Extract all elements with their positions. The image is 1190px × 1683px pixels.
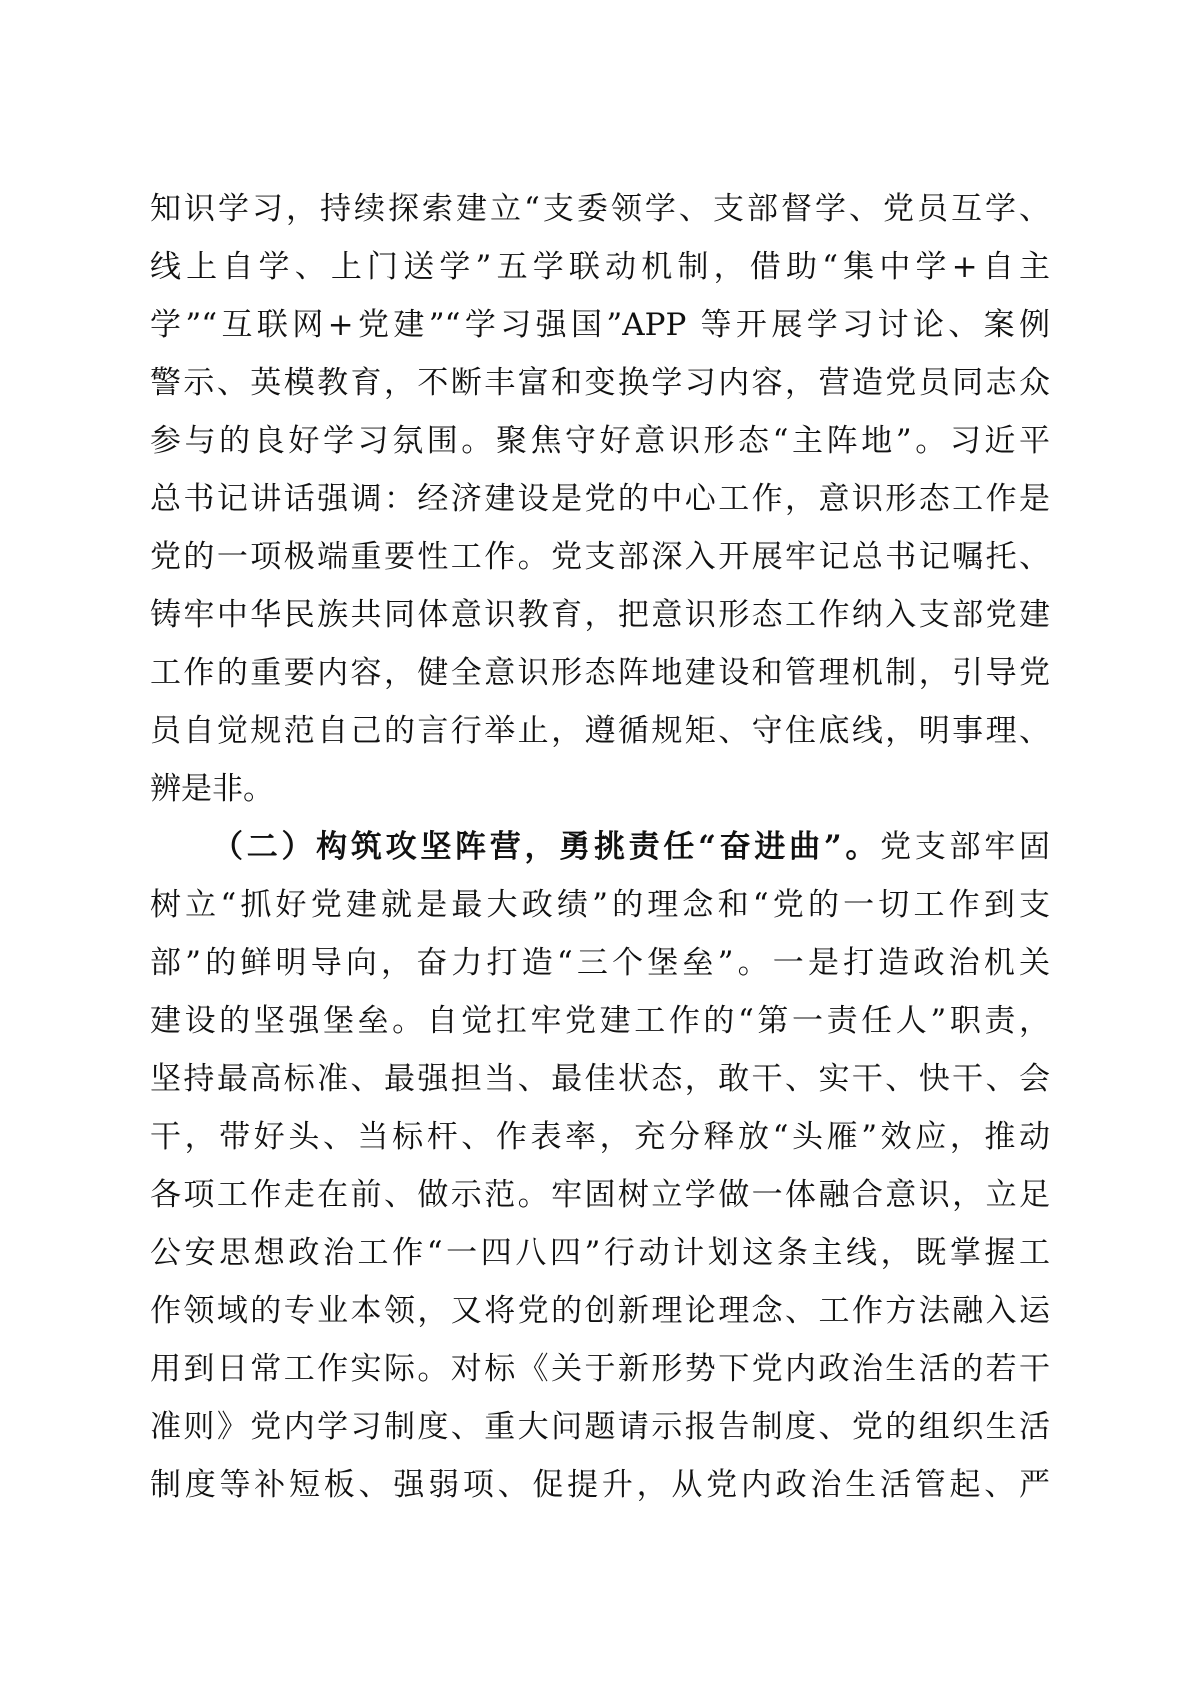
paragraph-1	[150, 180, 1050, 818]
text-line: 用到日常工作实际。对标《关于新形势下党内政治生活的若干	[150, 1351, 1050, 1387]
text-line: 树立“抓好党建就是最大政绩”的理念和“党的一切工作到支	[150, 887, 1050, 923]
paragraph-2	[150, 818, 1050, 1514]
text-line: 准则》党内学习制度、重大问题请示报告制度、党的组织生活	[150, 1409, 1050, 1445]
text-line: 辨是非。	[150, 771, 274, 807]
text-line: 制度等补短板、强弱项、促提升，从党内政治生活管起、严	[150, 1467, 1050, 1503]
text-line: 工作的重要内容，健全意识形态阵地建设和管理机制，引导党	[150, 655, 1050, 691]
text-line: 总书记讲话强调：经济建设是党的中心工作，意识形态工作是	[150, 481, 1050, 517]
text-line: 部”的鲜明导向，奋力打造“三个堡垒”。一是打造政治机关	[150, 945, 1050, 981]
text-line: 员自觉规范自己的言行举止，遵循规矩、守住底线，明事理、	[150, 713, 1050, 749]
text-line: 铸牢中华民族共同体意识教育，把意识形态工作纳入支部党建	[150, 597, 1050, 633]
paragraph-2-first-line-text: 党支部牢固	[880, 829, 1050, 865]
text-line: 参与的良好学习氛围。聚焦守好意识形态“主阵地”。习近平	[150, 423, 1050, 459]
text-line: 警示、英模教育，不断丰富和变换学习内容，营造党员同志众	[150, 365, 1050, 401]
text-line: 建设的坚强堡垒。自觉扛牢党建工作的“第一责任人”职责，	[150, 1003, 1050, 1039]
section-heading: （二）构筑攻坚阵营，勇挑责任“奋进曲”。	[212, 829, 881, 865]
text-line: 党的一项极端重要性工作。党支部深入开展牢记总书记嘱托、	[150, 539, 1050, 575]
text-line: 学”“互联网+党建”“学习强国”APP 等开展学习讨论、案例	[150, 307, 1050, 343]
text-line: 干，带好头、当标杆、作表率，充分释放“头雁”效应，推动	[150, 1119, 1050, 1155]
text-line: 作领域的专业本领，又将党的创新理论理念、工作方法融入运	[150, 1293, 1050, 1329]
text-line: 各项工作走在前、做示范。牢固树立学做一体融合意识，立足	[150, 1177, 1050, 1213]
body-text	[150, 180, 1050, 1514]
text-line: 知识学习，持续探索建立“支委领学、支部督学、党员互学、	[150, 191, 1050, 227]
paragraph-2-first-line	[150, 818, 1050, 876]
text-line: 线上自学、上门送学”五学联动机制，借助“集中学+自主	[150, 249, 1050, 285]
text-line: 坚持最高标准、最强担当、最佳状态，敢干、实干、快干、会	[150, 1061, 1050, 1097]
text-line: 公安思想政治工作“一四八四”行动计划这条主线，既掌握工	[150, 1235, 1050, 1271]
